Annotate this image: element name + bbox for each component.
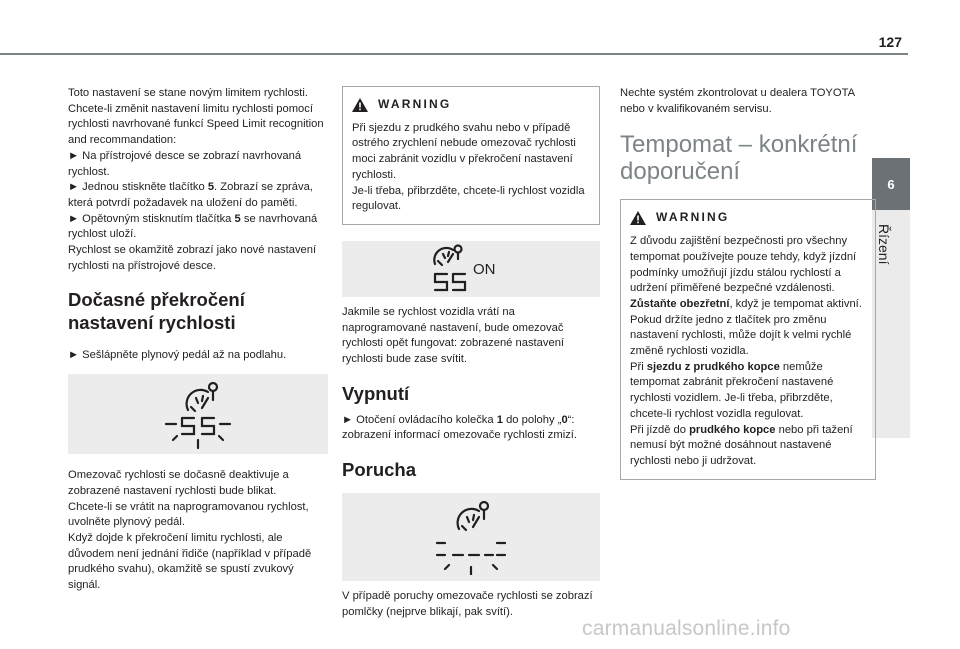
warning-title: WARNING: [378, 97, 452, 111]
paragraph: Když dojde k překročení limitu rychlosti, ale důvodem není jednání řidiče (například v případě prudkého svahu), okamžitě se spustí zvukový signál.: [68, 531, 312, 592]
col2-after-illus: [342, 305, 600, 368]
bullet-step: ► Jednou stiskněte tlačítko 5. Zobrazí se zpráva, která potvrdí požadavek na uložení do paměti.: [68, 181, 313, 209]
warning-text: Z důvodu zajištění bezpečnosti pro všechny tempomat používejte pouze tehdy, když jízdní podmínky umožňují jízdu stálou rychlostí a udržení přiměřené bezpečné vzdálenosti.: [630, 235, 857, 295]
paragraph: Omezovač rychlosti se dočasně deaktivuje a zobrazené nastavení rychlosti bude blikat.: [68, 469, 289, 497]
col2-off-text: [342, 413, 600, 444]
paragraph: Jakmile se rychlost vozidla vrátí na naprogramované nastavení, bude omezovač rychlosti opět fungovat: zobrazené nastavení rychlosti bude zase svítit.: [342, 305, 565, 366]
speedometer-dashes-icon: [431, 499, 511, 575]
col1-after: [68, 468, 328, 594]
col2-fault-text: [342, 589, 600, 620]
warning-box: [620, 199, 876, 479]
page-number: 127: [878, 34, 902, 50]
bullet-step: ► Na přístrojové desce se zobrazí navrhovaná rychlost.: [68, 149, 302, 178]
paragraph: Nechte systém zkontrolovat u dealera TOYOTA nebo v kvalifikovaném servisu.: [620, 87, 855, 115]
illustration-blinking-speed: [68, 374, 328, 454]
column-1: [68, 86, 328, 594]
warning-text: Je-li třeba, přibrzděte, chcete-li rychlost vozidla regulovat.: [352, 184, 585, 213]
warning-title: WARNING: [656, 210, 730, 225]
bullet-step: ► Opětovným stisknutím tlačítka 5 se navrhovaná rychlost uloží.: [68, 212, 318, 241]
warning-triangle-icon: [630, 211, 646, 225]
warning-text: Při jízdě do prudkého kopce nebo při tažení nemusí být možné dosáhnout nastavené rychlosti nebo ji udržovat.: [630, 423, 853, 467]
section-heading-off: Vypnutí: [342, 382, 410, 404]
column-3: [620, 86, 876, 480]
section-heading-cruise-control: Tempomat – konkrétní doporučení: [620, 131, 858, 186]
warning-header: [630, 210, 866, 226]
col1-intro: [68, 86, 328, 274]
speedometer-on-icon: [421, 244, 521, 294]
warning-text: Při sjezdu z prudkého svahu nebo v případě ostrého zrychlení nebude omezovač rychlosti moci zabránit vozidlu v překročení nastavení rychlosti.: [352, 121, 576, 181]
bullet-step: ► Sešlápněte plynový pedál až na podlahu.: [68, 349, 287, 362]
chapter-tab[interactable]: [872, 158, 910, 438]
on-label: ON: [473, 260, 496, 278]
paragraph: Rychlost se okamžitě zobrazí jako nové nastavení rychlosti na přístrojové desce.: [68, 244, 317, 272]
chapter-number: 6: [872, 158, 910, 210]
col3-intro: [620, 86, 876, 117]
chapter-title: Řízení: [876, 224, 892, 265]
paragraph: Chcete-li změnit nastavení limitu rychlosti pomocí rychlosti navrhované funkcí Speed Limit recognition and recommandation:: [68, 102, 324, 147]
watermark: carmanualsonline.info: [582, 617, 791, 640]
column-2: [342, 86, 600, 621]
section-heading-temporary-exceed: Dočasné překročení nastavení rychlosti: [68, 289, 245, 334]
paragraph: Toto nastavení se stane novým limitem rychlosti.: [68, 87, 309, 99]
section-heading-fault: Porucha: [342, 459, 417, 481]
bullet-step: ► Otočení ovládacího kolečka 1 do polohy „0“: zobrazení informací omezovače rychlosti zmizí.: [342, 413, 578, 442]
speedometer-blinking-icon: [158, 378, 238, 450]
warning-box: [342, 86, 600, 225]
paragraph: Chcete-li se vrátit na naprogramovanou rychlost, uvolněte plynový pedál.: [68, 500, 309, 529]
illustration-fault: [342, 493, 600, 581]
warning-header: [352, 97, 590, 113]
warning-text: Při sjezdu z prudkého kopce nemůže tempomat zabránit překročení nastavené rychlosti vozidlem. Je-li třeba, přibrzděte, chcete-li rychlost vozidla regulovat.: [630, 360, 834, 420]
warning-text: Zůstaňte obezřetní, když je tempomat aktivní. Pokud držíte jedno z tlačítek pro změnu nastavení rychlosti, může dojít k velmi rychlé změně rychlosti vozidla.: [630, 297, 862, 358]
header-rule: [0, 53, 908, 55]
paragraph: V případě poruchy omezovače rychlosti se zobrazí pomlčky (nejprve blikají, pak svítí).: [342, 590, 593, 618]
warning-triangle-icon: [352, 98, 368, 112]
illustration-speed-on: [342, 241, 600, 297]
